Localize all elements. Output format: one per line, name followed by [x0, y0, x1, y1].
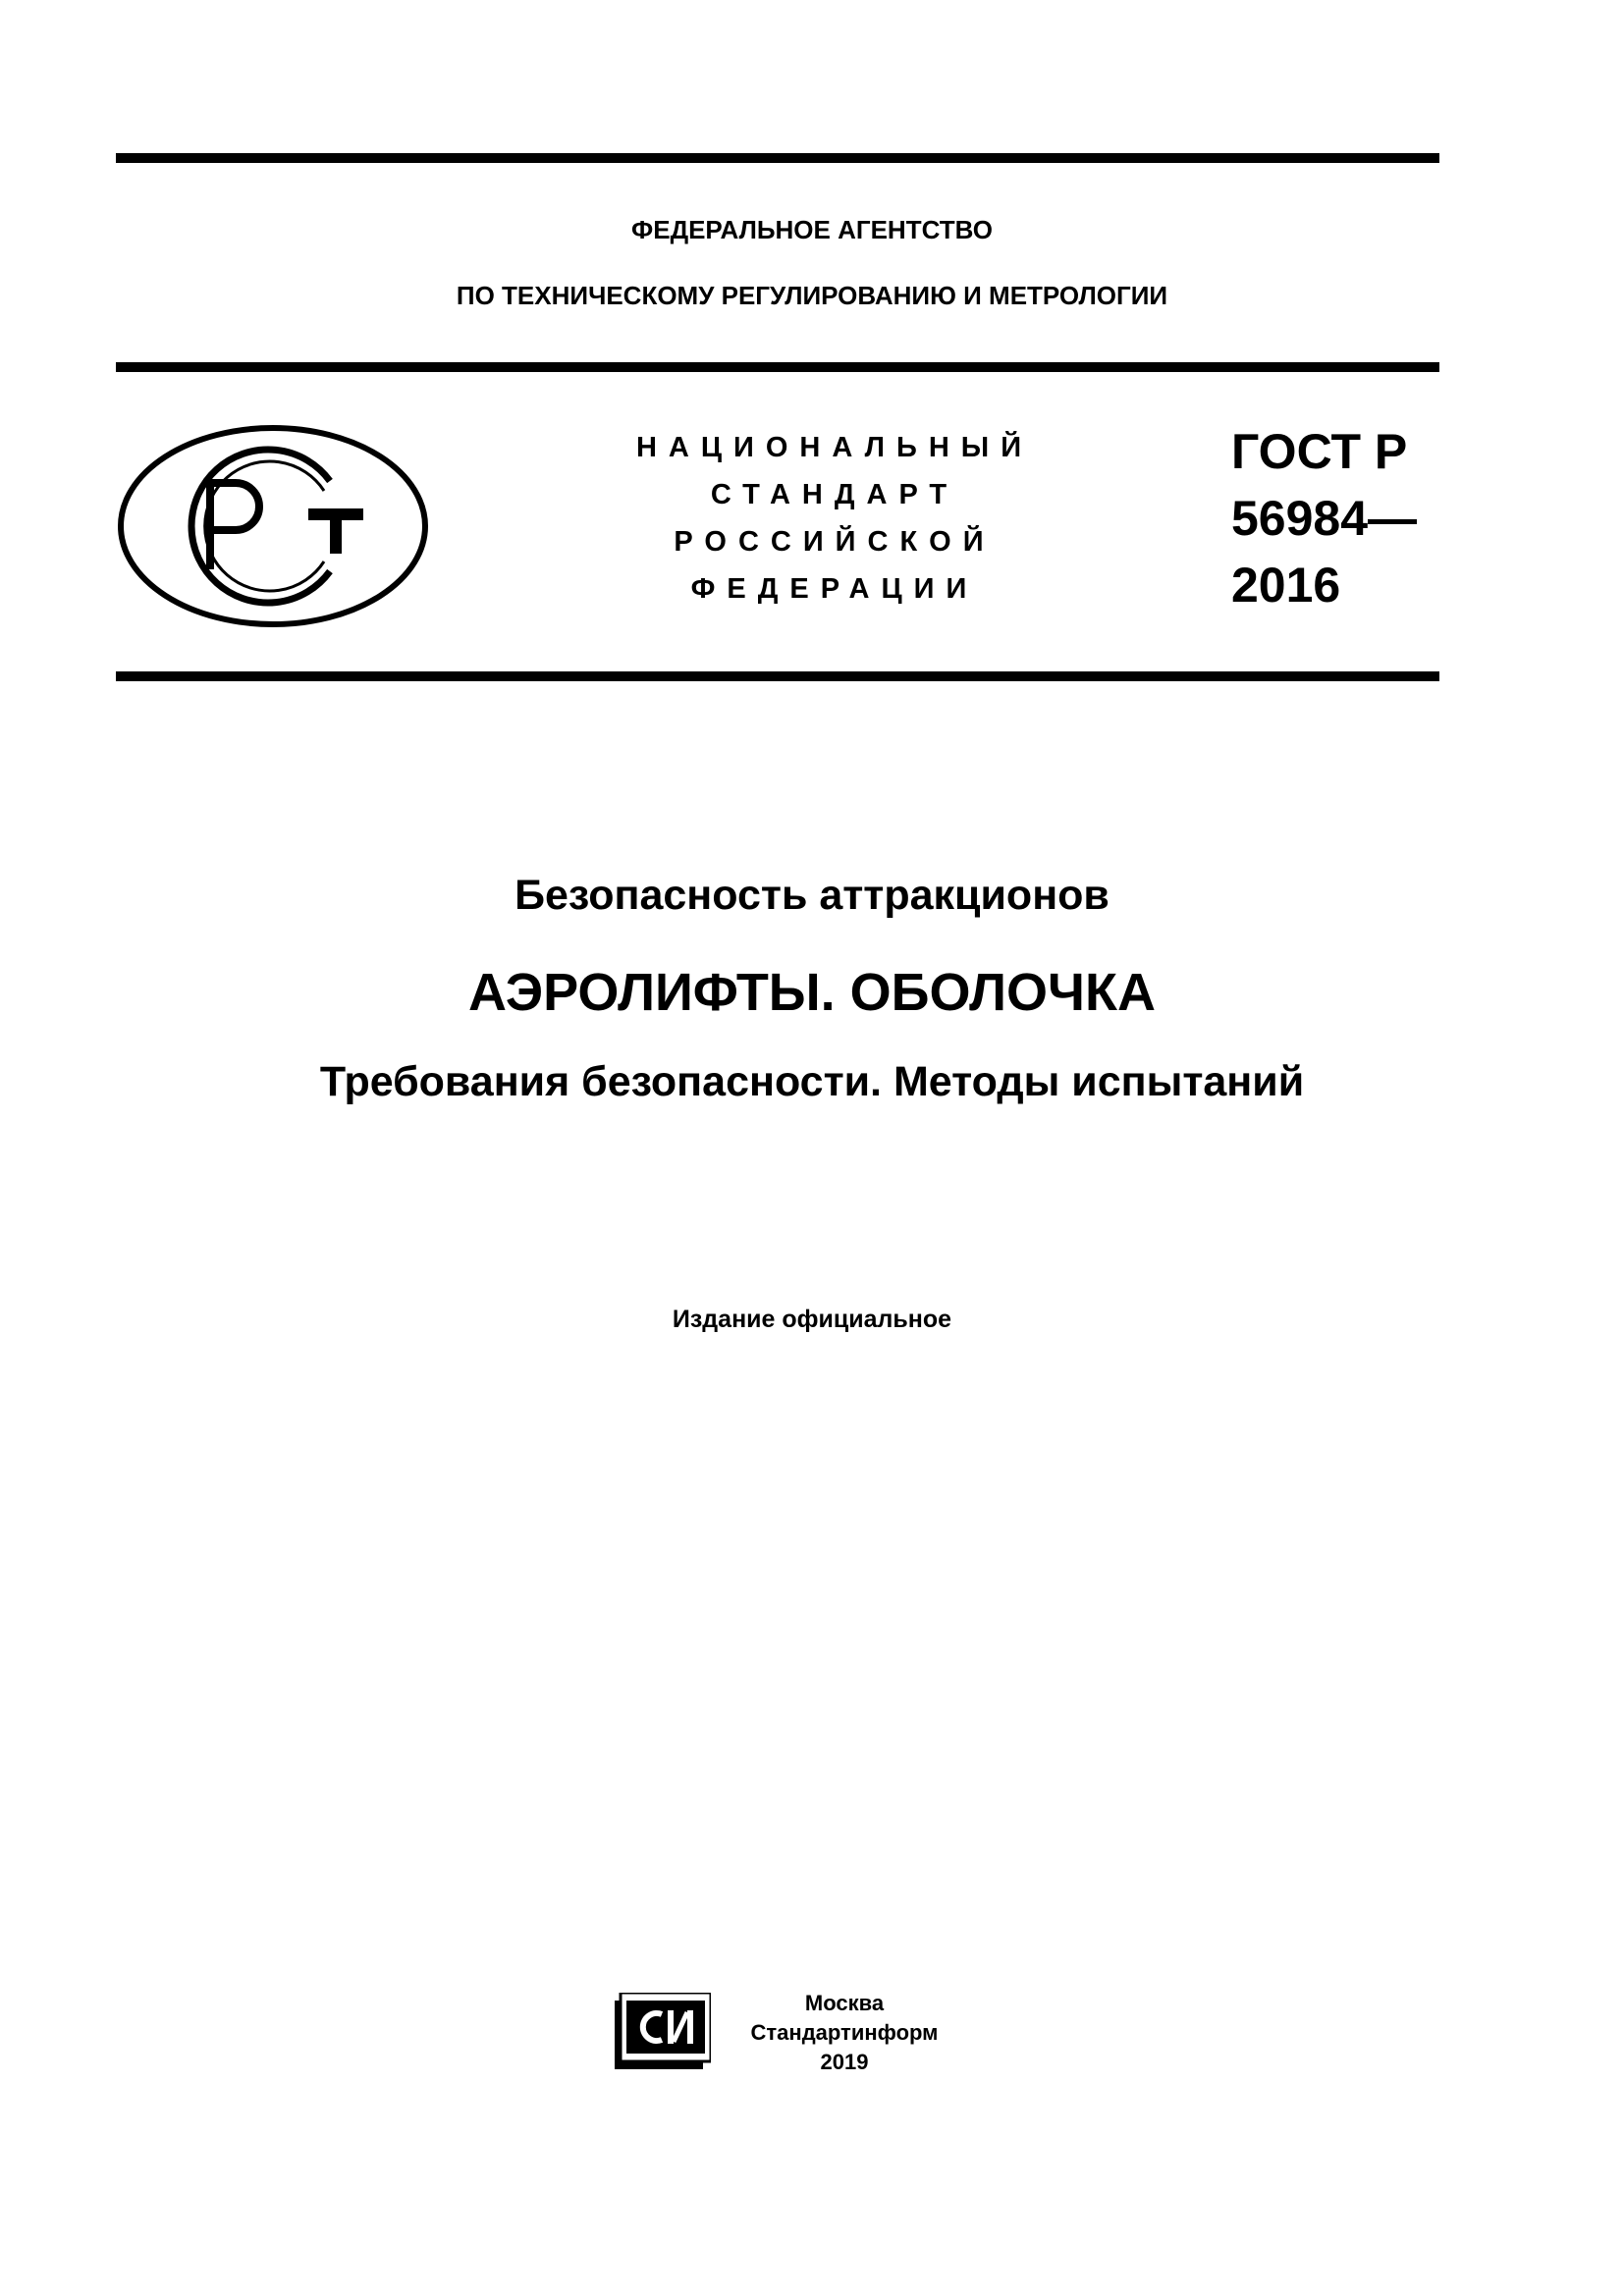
designation-line-2: 56984—: [1231, 491, 1418, 546]
edition-label: Издание официальное: [672, 1306, 952, 1333]
national-standard-line: НАЦИОНАЛЬНЫЙ: [635, 432, 1034, 463]
middle-divider: [116, 362, 1439, 372]
lower-divider: [116, 671, 1439, 681]
designation-line-3: 2016: [1231, 558, 1341, 613]
designation-line-1: ГОСТ Р: [1231, 424, 1408, 479]
publication-year: 2019: [820, 2050, 869, 2074]
rst-logo-icon: [116, 422, 430, 630]
document-title-line-1: Безопасность аттракционов: [514, 872, 1110, 919]
national-standard-line: СТАНДАРТ: [710, 479, 959, 510]
publisher-name: Стандартинформ: [750, 2020, 939, 2045]
national-standard-line: ФЕДЕРАЦИИ: [690, 573, 979, 605]
publisher-city: Москва: [804, 1991, 885, 2015]
national-standard-label: [609, 424, 1060, 613]
publisher-block: [727, 1989, 962, 2077]
document-title-line-3: Требования безопасности. Методы испытаний: [319, 1058, 1305, 1105]
top-divider: [116, 153, 1439, 163]
agency-name-line-1: ФЕДЕРАЛЬНОЕ АГЕНТСТВО: [631, 215, 993, 244]
national-standard-line: РОССИЙСКОЙ: [674, 526, 996, 558]
agency-name-line-2: ПО ТЕХНИЧЕСКОМУ РЕГУЛИРОВАНИЮ И МЕТРОЛОГИИ: [456, 281, 1168, 310]
document-title-line-2: АЭРОЛИФТЫ. ОБОЛОЧКА: [468, 963, 1156, 1022]
standard-designation: [1231, 418, 1417, 618]
standartinform-logo-icon: [615, 1993, 711, 2069]
